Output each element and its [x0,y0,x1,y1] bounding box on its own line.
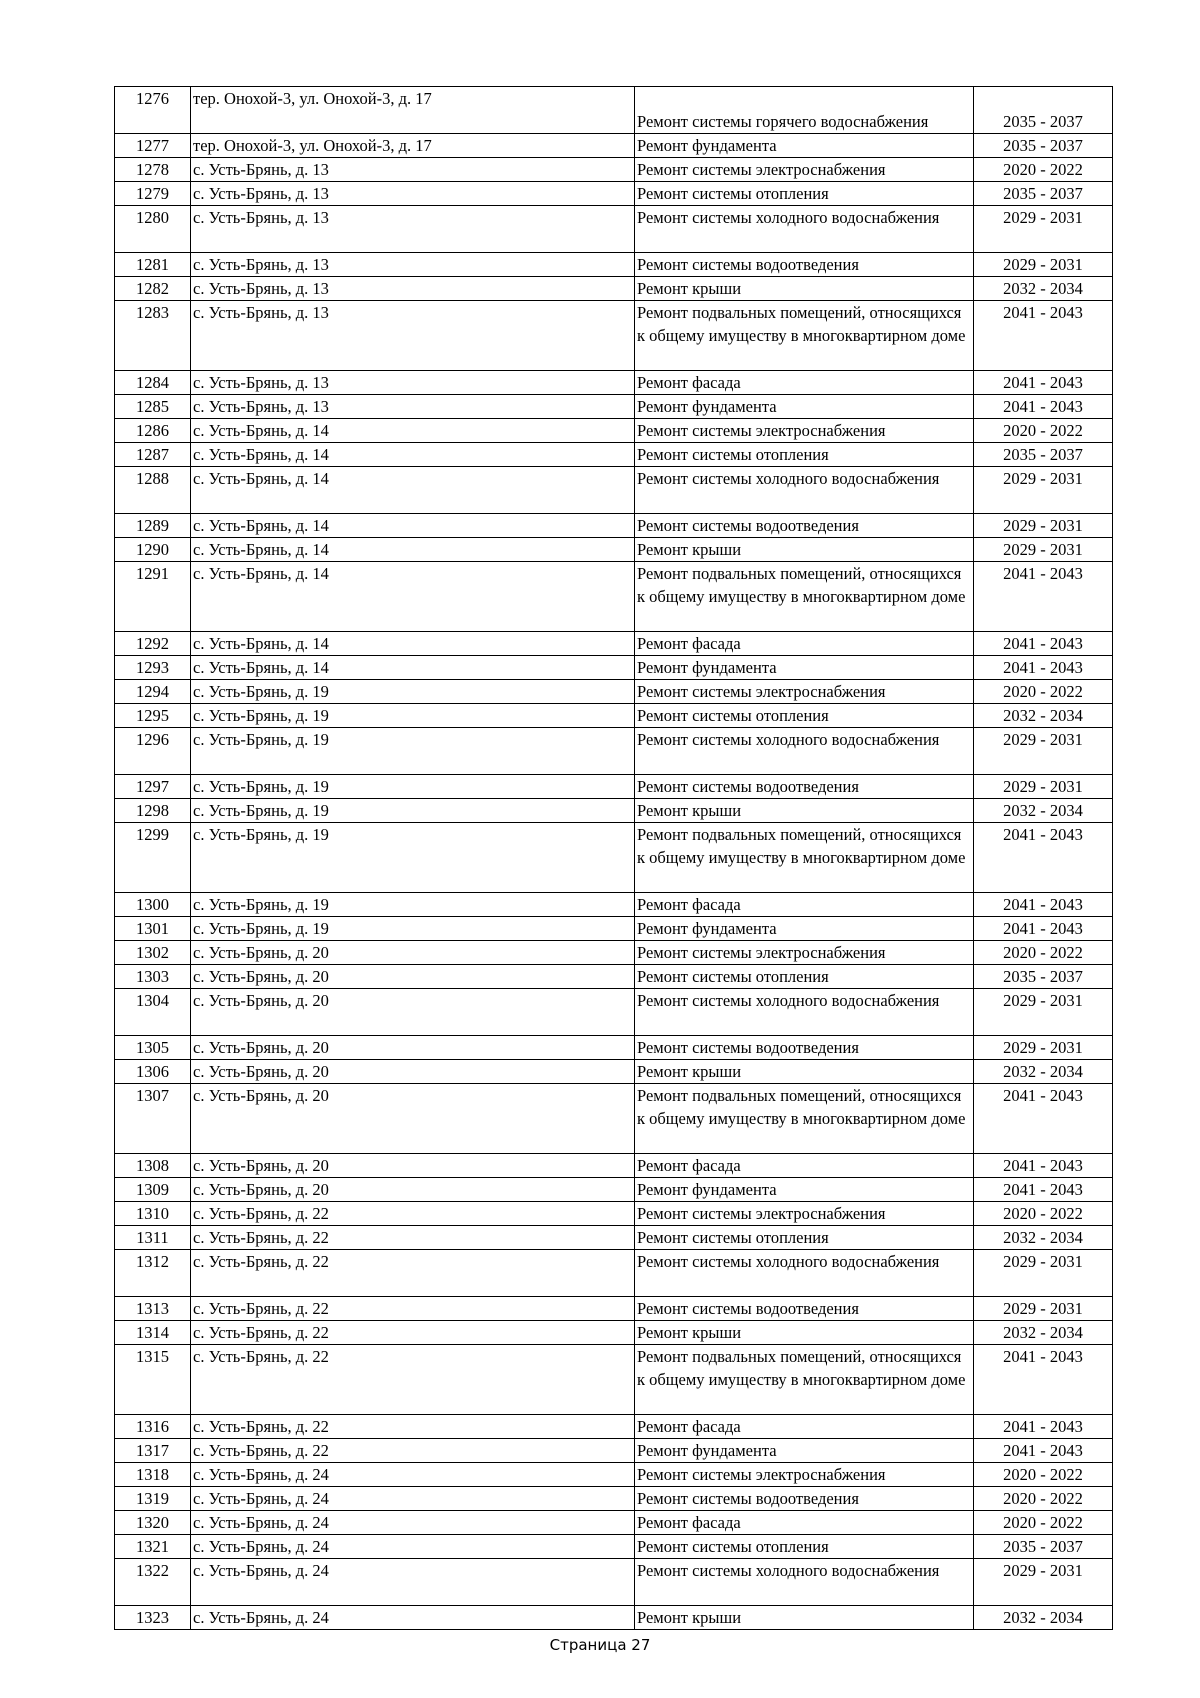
row-number: 1295 [115,704,191,728]
row-address: с. Усть-Брянь, д. 24 [191,1511,635,1535]
row-number: 1317 [115,1439,191,1463]
row-work-type: Ремонт системы водоотведения [635,1297,974,1321]
row-period: 2029 - 2031 [974,253,1113,277]
row-work-type: Ремонт системы холодного водоснабжения [635,467,974,514]
row-work-type: Ремонт крыши [635,1060,974,1084]
row-address: с. Усть-Брянь, д. 13 [191,182,635,206]
row-number: 1298 [115,799,191,823]
table-row [115,1154,1113,1178]
row-work-type: Ремонт подвальных помещений, относящихся к общему имуществу в многоквартирном доме [635,1345,974,1415]
row-work-type: Ремонт фасада [635,1154,974,1178]
row-period: 2020 - 2022 [974,419,1113,443]
row-work-type: Ремонт системы отопления [635,1226,974,1250]
row-work-type: Ремонт системы электроснабжения [635,680,974,704]
row-number: 1281 [115,253,191,277]
table-row [115,823,1113,893]
row-address: с. Усть-Брянь, д. 19 [191,917,635,941]
row-period: 2032 - 2034 [974,1321,1113,1345]
row-work-type: Ремонт системы водоотведения [635,1036,974,1060]
row-work-type: Ремонт крыши [635,277,974,301]
row-address: с. Усть-Брянь, д. 20 [191,1036,635,1060]
table-row [115,728,1113,775]
row-number: 1323 [115,1606,191,1630]
table-row [115,1559,1113,1606]
row-period: 2041 - 2043 [974,371,1113,395]
row-period: 2035 - 2037 [974,134,1113,158]
table-row [115,941,1113,965]
row-period: 2041 - 2043 [974,917,1113,941]
row-address: с. Усть-Брянь, д. 20 [191,1084,635,1154]
row-address: с. Усть-Брянь, д. 19 [191,893,635,917]
row-address: с. Усть-Брянь, д. 22 [191,1250,635,1297]
row-address: тер. Онохой-3, ул. Онохой-3, д. 17 [191,87,635,134]
row-number: 1297 [115,775,191,799]
row-period: 2029 - 2031 [974,1250,1113,1297]
row-period: 2029 - 2031 [974,514,1113,538]
row-period: 2041 - 2043 [974,301,1113,371]
row-address: с. Усть-Брянь, д. 13 [191,371,635,395]
row-address: с. Усть-Брянь, д. 14 [191,562,635,632]
row-number: 1302 [115,941,191,965]
row-work-type: Ремонт системы холодного водоснабжения [635,1250,974,1297]
row-address: с. Усть-Брянь, д. 13 [191,206,635,253]
row-work-type: Ремонт системы водоотведения [635,1487,974,1511]
row-work-type: Ремонт фасада [635,632,974,656]
works-table-body [115,87,1113,1630]
row-work-type: Ремонт подвальных помещений, относящихся к общему имуществу в многоквартирном доме [635,823,974,893]
table-row [115,1060,1113,1084]
row-work-type: Ремонт системы отопления [635,443,974,467]
row-address: с. Усть-Брянь, д. 13 [191,158,635,182]
table-row [115,562,1113,632]
row-period: 2041 - 2043 [974,823,1113,893]
row-work-type: Ремонт системы отопления [635,1535,974,1559]
table-row [115,1297,1113,1321]
row-number: 1320 [115,1511,191,1535]
row-number: 1299 [115,823,191,893]
row-number: 1314 [115,1321,191,1345]
row-period: 2041 - 2043 [974,1345,1113,1415]
row-address: с. Усть-Брянь, д. 13 [191,301,635,371]
row-work-type: Ремонт системы электроснабжения [635,419,974,443]
row-address: с. Усть-Брянь, д. 14 [191,632,635,656]
row-work-type: Ремонт системы водоотведения [635,253,974,277]
row-work-type: Ремонт фундамента [635,917,974,941]
row-number: 1308 [115,1154,191,1178]
row-work-type: Ремонт фундамента [635,134,974,158]
table-row [115,301,1113,371]
row-number: 1315 [115,1345,191,1415]
row-address: с. Усть-Брянь, д. 24 [191,1535,635,1559]
table-row [115,704,1113,728]
table-row [115,371,1113,395]
table-row [115,158,1113,182]
row-work-type: Ремонт подвальных помещений, относящихся к общему имуществу в многоквартирном доме [635,301,974,371]
table-row [115,419,1113,443]
row-period: 2041 - 2043 [974,1084,1113,1154]
table-row [115,1439,1113,1463]
row-number: 1290 [115,538,191,562]
table-row [115,775,1113,799]
row-period: 2035 - 2037 [974,965,1113,989]
row-number: 1279 [115,182,191,206]
table-row [115,1250,1113,1297]
table-row [115,989,1113,1036]
row-number: 1303 [115,965,191,989]
row-work-type: Ремонт системы холодного водоснабжения [635,206,974,253]
row-period: 2029 - 2031 [974,538,1113,562]
row-period: 2020 - 2022 [974,1487,1113,1511]
page-number: Страница 27 [549,1636,651,1654]
row-number: 1285 [115,395,191,419]
row-address: с. Усть-Брянь, д. 22 [191,1297,635,1321]
row-number: 1286 [115,419,191,443]
row-work-type: Ремонт системы отопления [635,704,974,728]
table-row [115,467,1113,514]
row-period: 2029 - 2031 [974,467,1113,514]
row-number: 1321 [115,1535,191,1559]
row-period: 2041 - 2043 [974,656,1113,680]
row-period: 2029 - 2031 [974,775,1113,799]
table-row [115,443,1113,467]
row-address: с. Усть-Брянь, д. 22 [191,1415,635,1439]
row-period: 2035 - 2037 [974,1535,1113,1559]
row-work-type: Ремонт крыши [635,1321,974,1345]
table-row [115,1036,1113,1060]
table-row [115,799,1113,823]
row-work-type: Ремонт фундамента [635,1178,974,1202]
table-row [115,277,1113,301]
row-address: с. Усть-Брянь, д. 24 [191,1487,635,1511]
row-period: 2032 - 2034 [974,1060,1113,1084]
row-period: 2041 - 2043 [974,1178,1113,1202]
table-row [115,87,1113,134]
row-number: 1312 [115,1250,191,1297]
row-work-type: Ремонт крыши [635,538,974,562]
table-row [115,656,1113,680]
row-work-type: Ремонт системы горячего водоснабжения [635,87,974,134]
table-row [115,253,1113,277]
row-address: с. Усть-Брянь, д. 20 [191,989,635,1036]
row-work-type: Ремонт системы электроснабжения [635,158,974,182]
row-period: 2029 - 2031 [974,206,1113,253]
row-address: с. Усть-Брянь, д. 22 [191,1321,635,1345]
row-work-type: Ремонт крыши [635,1606,974,1630]
table-row [115,893,1113,917]
table-row [115,395,1113,419]
row-address: с. Усть-Брянь, д. 22 [191,1202,635,1226]
row-number: 1296 [115,728,191,775]
row-address: с. Усть-Брянь, д. 22 [191,1345,635,1415]
row-address: с. Усть-Брянь, д. 14 [191,656,635,680]
table-row [115,680,1113,704]
table-row [115,134,1113,158]
row-work-type: Ремонт системы электроснабжения [635,1202,974,1226]
row-work-type: Ремонт подвальных помещений, относящихся к общему имуществу в многоквартирном доме [635,562,974,632]
row-address: с. Усть-Брянь, д. 14 [191,538,635,562]
row-address: с. Усть-Брянь, д. 14 [191,443,635,467]
row-period: 2035 - 2037 [974,87,1113,134]
row-address: с. Усть-Брянь, д. 20 [191,1178,635,1202]
row-address: с. Усть-Брянь, д. 20 [191,965,635,989]
row-address: с. Усть-Брянь, д. 19 [191,775,635,799]
table-row [115,632,1113,656]
row-number: 1294 [115,680,191,704]
row-period: 2041 - 2043 [974,893,1113,917]
table-row [115,917,1113,941]
row-number: 1319 [115,1487,191,1511]
row-period: 2020 - 2022 [974,158,1113,182]
table-row [115,1321,1113,1345]
row-number: 1309 [115,1178,191,1202]
row-period: 2041 - 2043 [974,395,1113,419]
row-address: с. Усть-Брянь, д. 14 [191,419,635,443]
row-period: 2032 - 2034 [974,704,1113,728]
table-row [115,1226,1113,1250]
row-number: 1322 [115,1559,191,1606]
row-number: 1293 [115,656,191,680]
table-row [115,182,1113,206]
row-period: 2032 - 2034 [974,1226,1113,1250]
row-number: 1288 [115,467,191,514]
row-period: 2029 - 2031 [974,989,1113,1036]
row-period: 2020 - 2022 [974,1511,1113,1535]
table-row [115,1202,1113,1226]
row-address: тер. Онохой-3, ул. Онохой-3, д. 17 [191,134,635,158]
row-period: 2020 - 2022 [974,941,1113,965]
row-address: с. Усть-Брянь, д. 13 [191,277,635,301]
row-number: 1287 [115,443,191,467]
row-work-type: Ремонт фасада [635,371,974,395]
row-work-type: Ремонт фундамента [635,395,974,419]
table-row [115,1415,1113,1439]
row-address: с. Усть-Брянь, д. 24 [191,1463,635,1487]
row-period: 2020 - 2022 [974,680,1113,704]
row-period: 2029 - 2031 [974,1297,1113,1321]
row-address: с. Усть-Брянь, д. 13 [191,253,635,277]
row-number: 1277 [115,134,191,158]
row-work-type: Ремонт системы холодного водоснабжения [635,728,974,775]
row-period: 2035 - 2037 [974,443,1113,467]
works-table [114,86,1113,1630]
table-row [115,1463,1113,1487]
row-number: 1316 [115,1415,191,1439]
row-work-type: Ремонт системы водоотведения [635,775,974,799]
row-address: с. Усть-Брянь, д. 24 [191,1606,635,1630]
row-work-type: Ремонт системы электроснабжения [635,1463,974,1487]
table-row [115,1606,1113,1630]
row-number: 1304 [115,989,191,1036]
table-row [115,538,1113,562]
row-number: 1282 [115,277,191,301]
row-number: 1318 [115,1463,191,1487]
row-period: 2041 - 2043 [974,632,1113,656]
row-period: 2041 - 2043 [974,562,1113,632]
row-period: 2029 - 2031 [974,1559,1113,1606]
table-row [115,514,1113,538]
row-work-type: Ремонт системы отопления [635,182,974,206]
row-address: с. Усть-Брянь, д. 13 [191,395,635,419]
table-row [115,1084,1113,1154]
row-number: 1283 [115,301,191,371]
row-address: с. Усть-Брянь, д. 20 [191,1154,635,1178]
row-number: 1300 [115,893,191,917]
row-work-type: Ремонт фасада [635,1415,974,1439]
row-work-type: Ремонт фасада [635,893,974,917]
row-address: с. Усть-Брянь, д. 22 [191,1226,635,1250]
row-number: 1291 [115,562,191,632]
row-period: 2029 - 2031 [974,1036,1113,1060]
row-period: 2032 - 2034 [974,1606,1113,1630]
row-work-type: Ремонт системы водоотведения [635,514,974,538]
row-address: с. Усть-Брянь, д. 19 [191,704,635,728]
row-address: с. Усть-Брянь, д. 20 [191,941,635,965]
row-work-type: Ремонт системы отопления [635,965,974,989]
row-number: 1276 [115,87,191,134]
row-period: 2041 - 2043 [974,1154,1113,1178]
row-address: с. Усть-Брянь, д. 22 [191,1439,635,1463]
table-row [115,1345,1113,1415]
row-number: 1310 [115,1202,191,1226]
row-period: 2032 - 2034 [974,799,1113,823]
row-work-type: Ремонт фундамента [635,656,974,680]
row-number: 1305 [115,1036,191,1060]
row-work-type: Ремонт системы электроснабжения [635,941,974,965]
table-row [115,1535,1113,1559]
table-row [115,965,1113,989]
row-address: с. Усть-Брянь, д. 19 [191,823,635,893]
row-period: 2041 - 2043 [974,1439,1113,1463]
row-number: 1284 [115,371,191,395]
table-row [115,206,1113,253]
row-work-type: Ремонт фундамента [635,1439,974,1463]
row-number: 1292 [115,632,191,656]
row-work-type: Ремонт крыши [635,799,974,823]
row-address: с. Усть-Брянь, д. 14 [191,467,635,514]
table-row [115,1487,1113,1511]
row-work-type: Ремонт системы холодного водоснабжения [635,1559,974,1606]
row-number: 1301 [115,917,191,941]
row-address: с. Усть-Брянь, д. 19 [191,728,635,775]
row-number: 1306 [115,1060,191,1084]
row-number: 1289 [115,514,191,538]
row-work-type: Ремонт фасада [635,1511,974,1535]
row-number: 1313 [115,1297,191,1321]
row-period: 2020 - 2022 [974,1463,1113,1487]
table-row [115,1178,1113,1202]
row-period: 2020 - 2022 [974,1202,1113,1226]
row-address: с. Усть-Брянь, д. 19 [191,799,635,823]
row-number: 1307 [115,1084,191,1154]
row-address: с. Усть-Брянь, д. 19 [191,680,635,704]
row-address: с. Усть-Брянь, д. 24 [191,1559,635,1606]
row-address: с. Усть-Брянь, д. 14 [191,514,635,538]
row-number: 1278 [115,158,191,182]
row-work-type: Ремонт подвальных помещений, относящихся к общему имуществу в многоквартирном доме [635,1084,974,1154]
row-period: 2032 - 2034 [974,277,1113,301]
row-work-type: Ремонт системы холодного водоснабжения [635,989,974,1036]
row-address: с. Усть-Брянь, д. 20 [191,1060,635,1084]
row-period: 2029 - 2031 [974,728,1113,775]
row-period: 2041 - 2043 [974,1415,1113,1439]
table-row [115,1511,1113,1535]
row-period: 2035 - 2037 [974,182,1113,206]
row-number: 1311 [115,1226,191,1250]
row-number: 1280 [115,206,191,253]
